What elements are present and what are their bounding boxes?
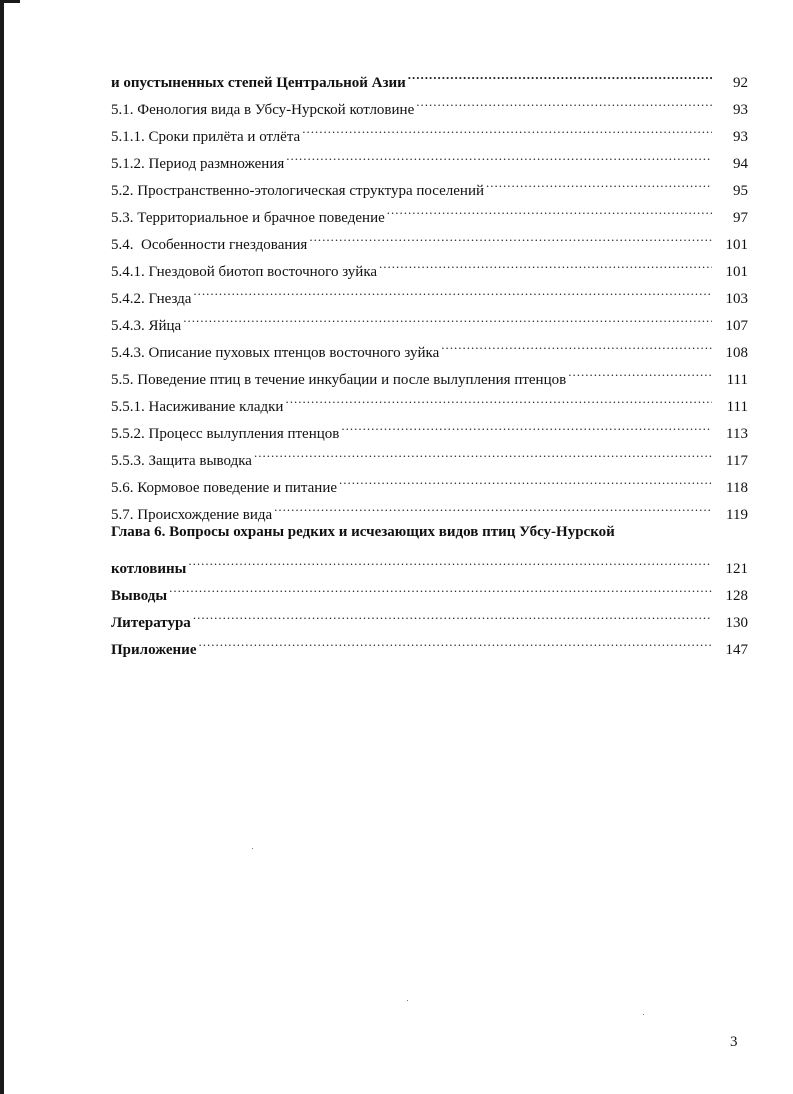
toc-entry-page: 128	[725, 588, 748, 604]
toc-entry-page: 147	[725, 642, 748, 658]
scan-speck	[252, 848, 253, 849]
scan-edge-top	[0, 0, 20, 3]
toc-entry-page: 101	[725, 237, 748, 253]
toc-entry-title: 5.5.3. Защита выводка	[111, 453, 252, 469]
scan-speck	[643, 1014, 644, 1015]
scan-edge-left	[0, 0, 4, 1094]
toc-entry-title: 5.4.3. Яйца	[111, 318, 182, 334]
toc-entry	[111, 60, 748, 91]
toc-entry-page: 117	[726, 453, 748, 469]
toc-entry-page: 107	[725, 318, 748, 334]
toc-dot-leader	[285, 384, 712, 411]
toc-entry-title: 5.7. Происхождение вида	[111, 507, 273, 523]
toc-entry-page: 108	[725, 345, 748, 361]
toc-entry-title: 5.4.1. Гнездовой биотоп восточного зуйка	[111, 264, 378, 280]
toc-entry-page: 111	[726, 372, 748, 388]
toc-dot-leader	[188, 546, 712, 573]
toc-entry-page: 130	[725, 615, 748, 631]
toc-dot-leader	[486, 168, 712, 195]
toc-entry-title: котловины	[111, 561, 187, 577]
toc-entry-page: 101	[725, 264, 748, 280]
toc-entry-title: 5.3. Территориальное и брачное поведение	[111, 210, 385, 226]
toc-entry-title: и опустыненных степей Центральной Азии	[111, 75, 406, 91]
toc-dot-leader	[379, 249, 712, 276]
toc-entry-title: 5.1.2. Период размножения	[111, 156, 285, 172]
toc-entry-title: Выводы	[111, 588, 168, 604]
toc-entry-title: 5.5. Поведение птиц в течение инкубации и после вылупления птенцов	[111, 372, 567, 388]
toc-dot-leader	[193, 600, 712, 627]
toc-entry-title: Приложение	[111, 642, 197, 658]
toc-entry-page: 113	[726, 426, 748, 442]
toc-dot-leader	[408, 60, 712, 87]
toc-entry-title: 5.4.3. Описание пуховых птенцов восточного зуйка	[111, 345, 440, 361]
toc-dot-leader	[309, 222, 712, 249]
toc-dot-leader	[274, 492, 712, 519]
toc-dot-leader	[416, 87, 712, 114]
toc-entry-page: 93	[733, 102, 748, 118]
toc-entry-title: Литература	[111, 615, 191, 631]
toc-entry-page: 94	[733, 156, 748, 172]
toc-dot-leader	[193, 276, 712, 303]
toc-entry-title: 5.1.1. Сроки прилёта и отлёта	[111, 129, 301, 145]
toc-dot-leader	[387, 195, 712, 222]
toc-entry-page: 93	[733, 129, 748, 145]
toc-entry-title: Глава 6. Вопросы охраны редких и исчезающих видов птиц Убсу-Нурской	[111, 524, 615, 540]
toc-entry-page: 95	[733, 183, 748, 199]
toc-entry-page: 121	[725, 561, 748, 577]
toc-entry	[111, 546, 748, 577]
toc-dot-leader	[339, 465, 712, 492]
toc-entry	[111, 303, 748, 334]
page-number: 3	[730, 1034, 738, 1050]
toc-entry-title: 5.4. Особенности гнездования	[111, 237, 308, 253]
toc-entry-title: 5.2. Пространственно-этологическая структура поселений	[111, 183, 484, 199]
scan-speck	[407, 1000, 408, 1001]
toc-entry	[111, 330, 748, 361]
toc-dot-leader	[441, 330, 712, 357]
toc-entry-page: 92	[733, 75, 748, 91]
toc-entry-chapter-heading	[111, 519, 748, 546]
toc-dot-leader	[302, 114, 712, 141]
toc-dot-leader	[568, 357, 712, 384]
table-of-contents	[111, 60, 748, 658]
toc-entry-page: 103	[725, 291, 748, 307]
toc-dot-leader	[183, 303, 712, 330]
toc-entry-page: 111	[726, 399, 748, 415]
toc-entry-title: 5.5.2. Процесс вылупления птенцов	[111, 426, 340, 442]
toc-entry-page: 119	[726, 507, 748, 523]
toc-dot-leader	[169, 573, 712, 600]
toc-entry-title: 5.5.1. Насиживание кладки	[111, 399, 284, 415]
toc-dot-leader	[286, 141, 712, 168]
toc-entry-page: 97	[733, 210, 748, 226]
toc-entry	[111, 600, 748, 631]
toc-entry-title: 5.4.2. Гнезда	[111, 291, 192, 307]
toc-entry-page: 118	[726, 480, 748, 496]
toc-dot-leader	[254, 438, 712, 465]
toc-dot-leader	[198, 627, 712, 654]
toc-entry-title: 5.6. Кормовое поведение и питание	[111, 480, 338, 496]
toc-entry-title: 5.1. Фенология вида в Убсу-Нурской котловине	[111, 102, 415, 118]
toc-entry	[111, 276, 748, 307]
toc-entry	[111, 627, 748, 658]
toc-entry	[111, 573, 748, 604]
toc-dot-leader	[341, 411, 712, 438]
